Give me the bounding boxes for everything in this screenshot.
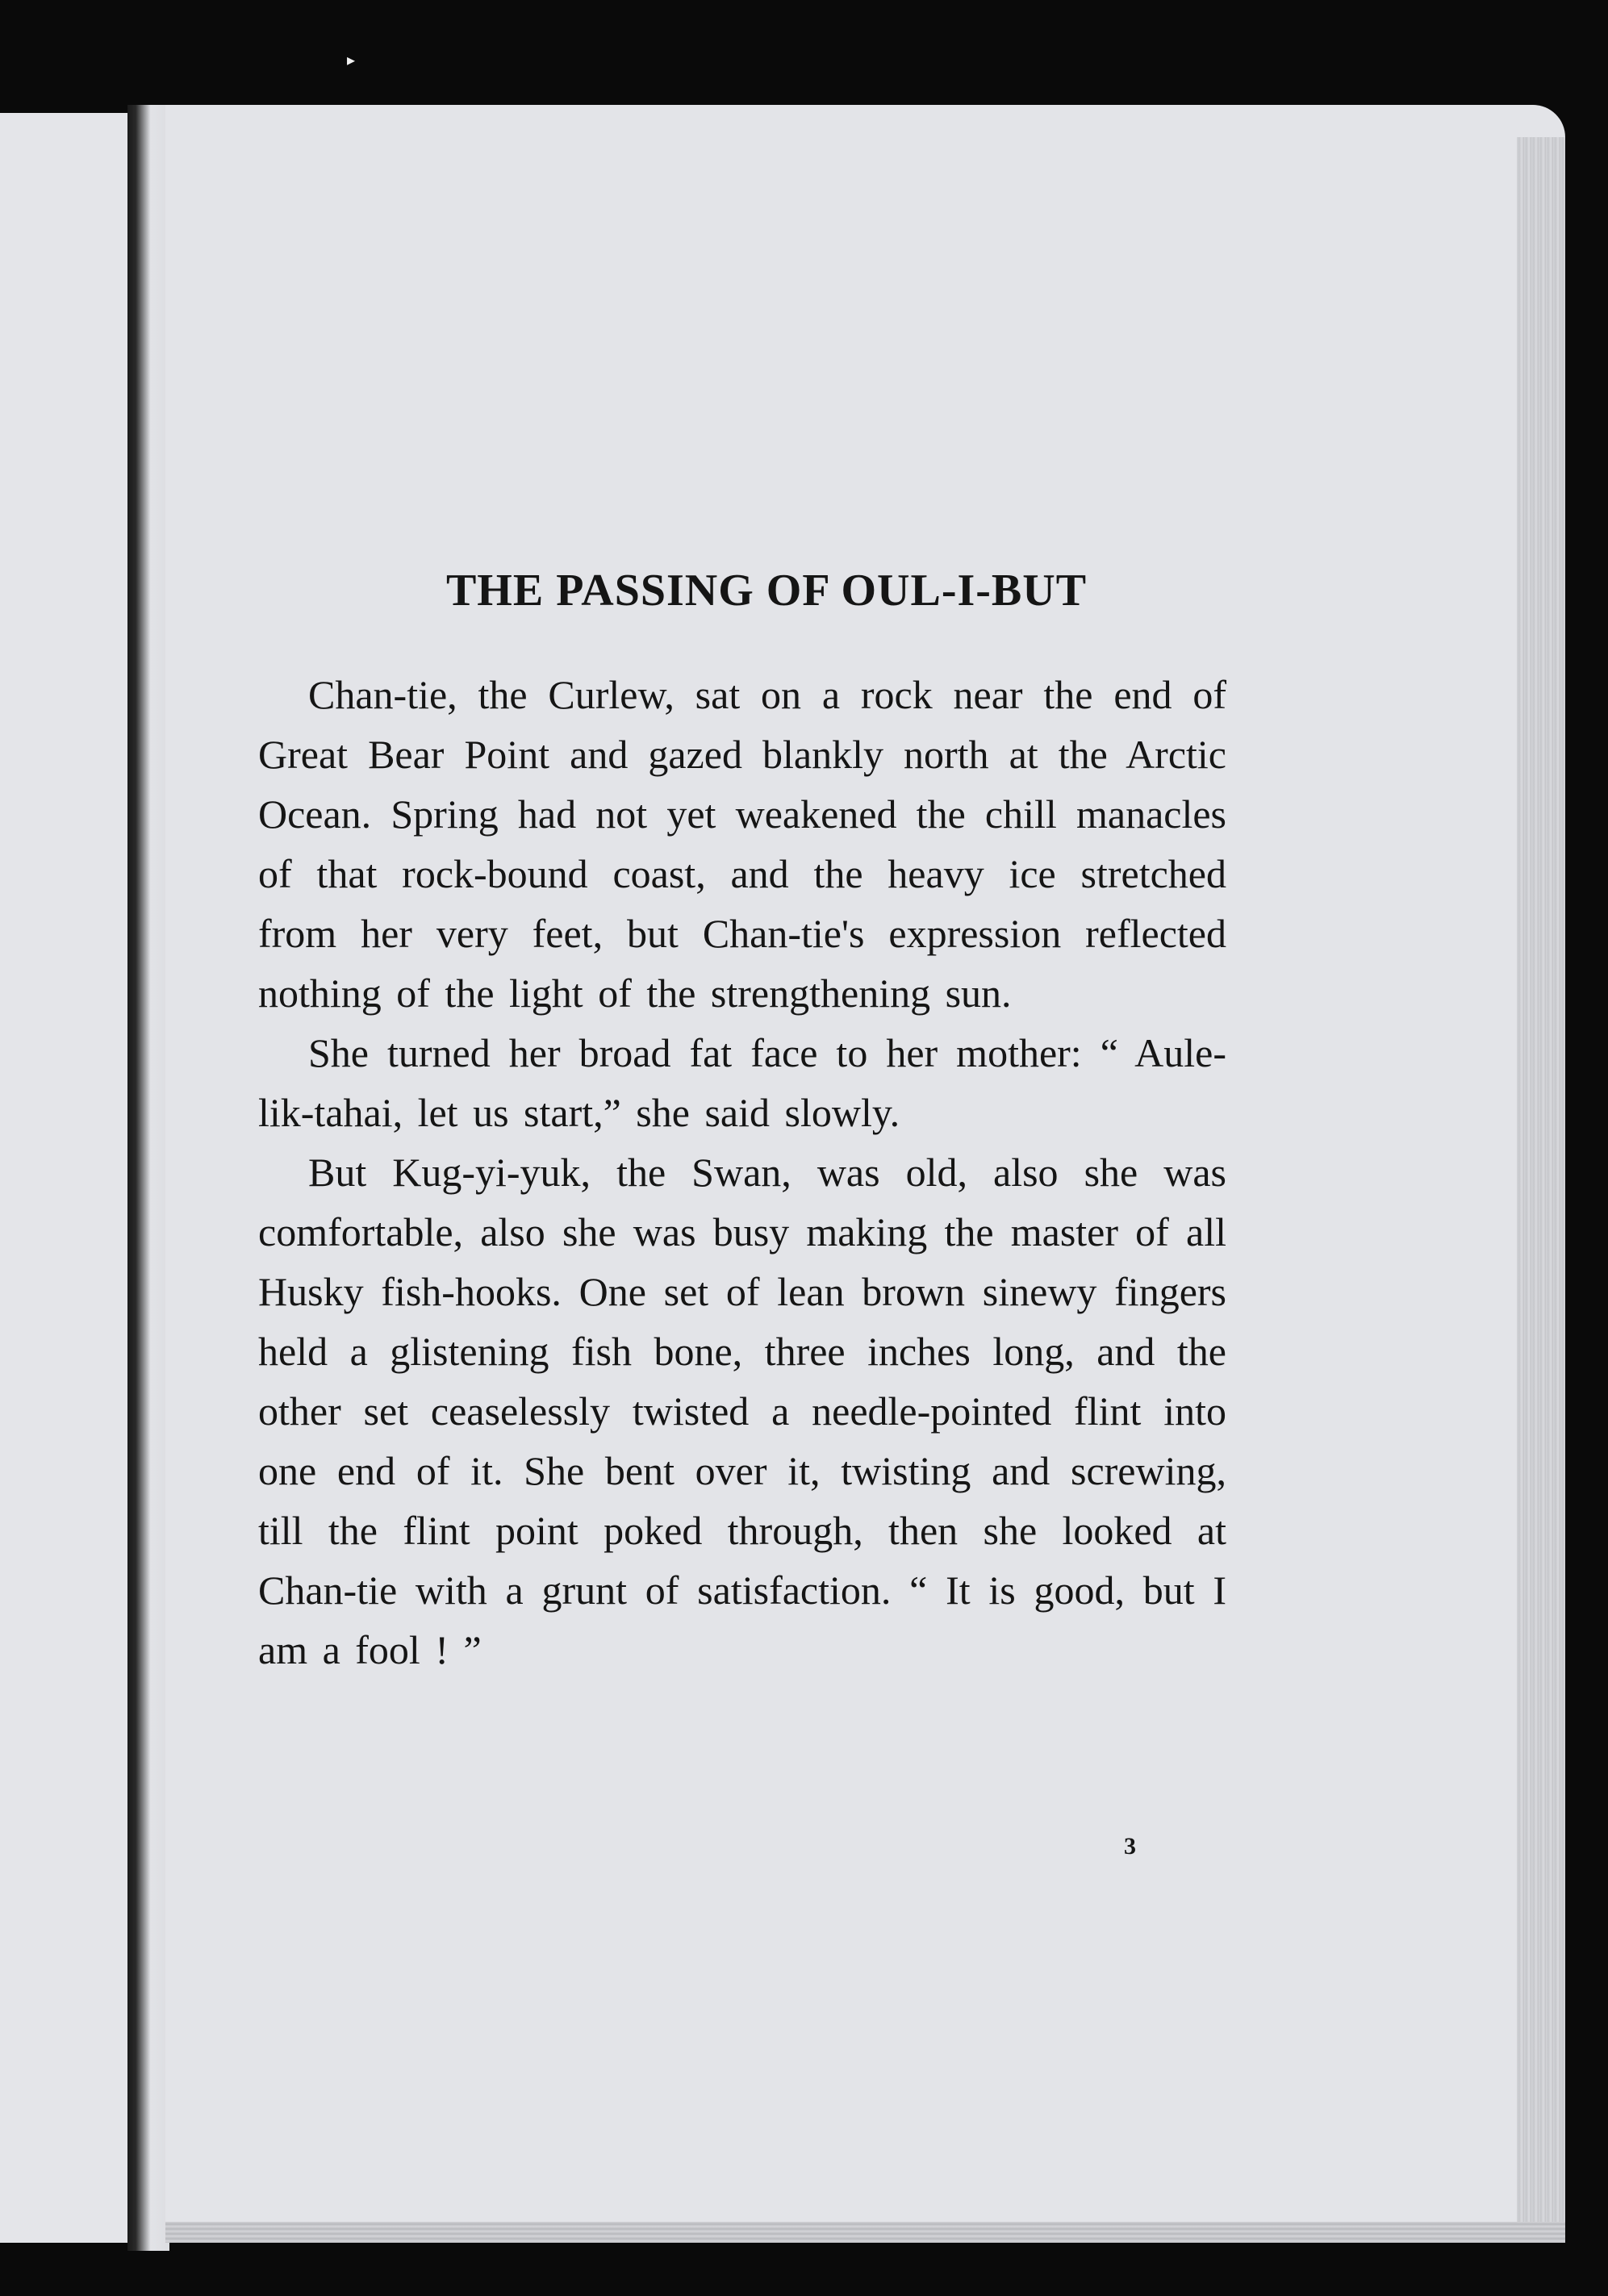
book-gutter [127,105,169,2251]
paragraph-1: Chan-tie, the Curlew, sat on a rock near the end of Great Bear Point and gazed blankly north at the Arctic Ocean. Spring had not yet weakened the chill manacles of that rock-bound coast, and the heavy ice stretched from her very feet, but Chan-tie's expression reflected nothing of the light of the strengthening sun. [258,672,1226,1016]
scan-speck: ▸ [347,52,356,69]
paragraph-2: She turned her broad fat face to her mother: “ Aule-lik-tahai, let us start,” she said slowly. [258,1030,1226,1135]
chapter-title: THE PASSING OF OUL-I-BUT [445,566,1088,616]
page-bottom-edge [165,2222,1565,2243]
page-text-block [258,565,1226,1680]
facing-page-edge [0,113,132,2243]
paragraph-3: But Kug-yi-yuk, the Swan, was old, also she was comfortable, also she was busy making the master of all Husky fish-hooks. One set of lean brown sinewy fingers held a glistening fish bone, three inches long, and the other set ceaselessly twisted a needle-pointed flint into one end of it. She bent over it, twisting and screwing, till the flint point poked through, then she looked at Chan-tie with a grunt of satisfaction. “ It is good, but I am a fool ! ” [258,1150,1226,1672]
page-fore-edge [1517,137,1565,2243]
page-number: 3 [1124,1833,1136,1860]
